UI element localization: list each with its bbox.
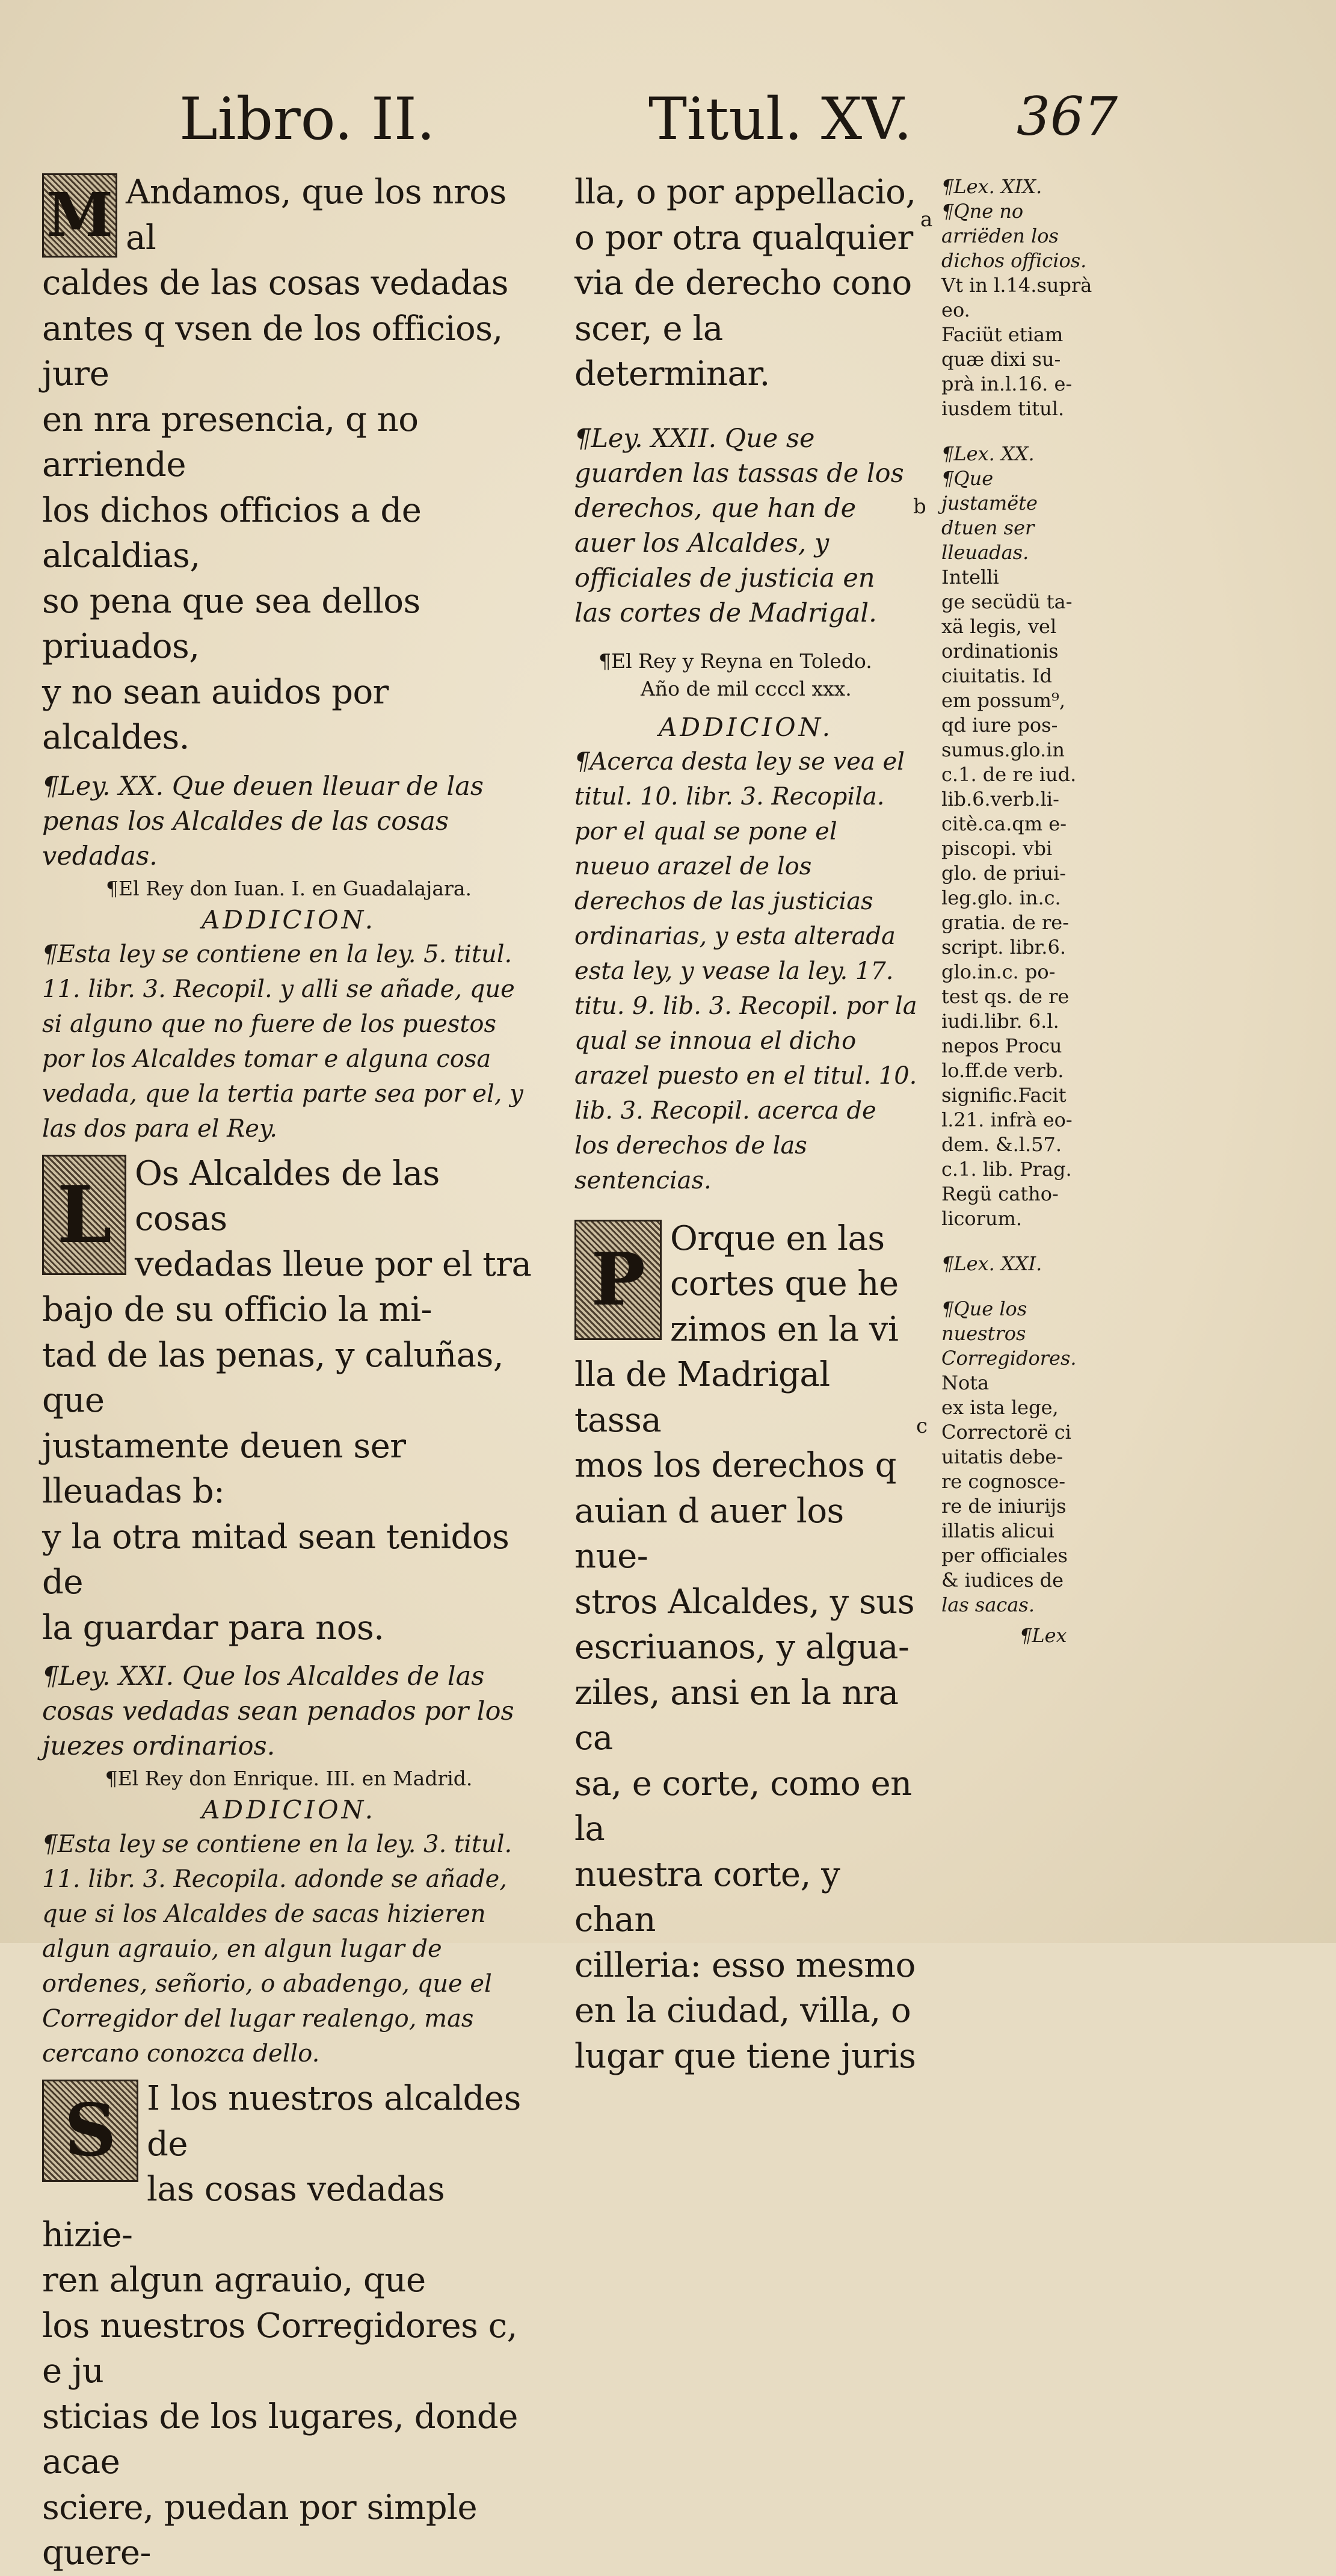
text-line: escriuanos, y algua-: [574, 1628, 910, 1667]
addicion-text: ¶Esta ley se contiene en la ley. 5. titul. 11. libr. 3. Recopil. y alli se añade, que si alguno que no fuere de los puestos por los Alcaldes tomar e alguna cosa vedada, que la tertia parte sea por el, y las dos para el Rey.: [42, 940, 523, 1143]
gloss-line: uitatis debe-: [941, 1445, 1064, 1468]
running-head-title: Titul. XV.: [648, 85, 913, 153]
text-line: en nra presencia, q no arriende: [42, 400, 419, 484]
text-line: la guardar para nos.: [42, 1608, 384, 1648]
gloss-line: ex ista lege,: [941, 1396, 1059, 1419]
text-line: las cosas vedadas hizie-: [42, 2170, 445, 2255]
gloss-line: c.1. de re iud.: [941, 763, 1077, 786]
gloss-line: em possum⁹,: [941, 689, 1065, 712]
gloss-line: citè.ca.qm e-: [941, 812, 1067, 835]
text-line: ren algun agrauio, que: [42, 2261, 426, 2300]
gloss-marker-c: c: [916, 1414, 928, 1438]
law-21-continuation: [574, 170, 917, 397]
gloss-lemma: ¶Qne no arriëden los dichos officios.: [941, 200, 1087, 272]
gloss-line: gratia. de re-: [941, 911, 1070, 934]
gloss-line: Regü catho-: [941, 1182, 1059, 1205]
gloss-line: signific.Facit: [941, 1084, 1067, 1107]
text-line: los nuestros Corregidores c, e ju: [42, 2306, 517, 2391]
gloss-lemma: ¶Que los nuestros Corregidores.: [941, 1297, 1077, 1370]
addicion-heading: ADDICION.: [202, 904, 376, 934]
running-head-book: Libro. II.: [179, 85, 436, 153]
text-line: los dichos officios a de alcaldias,: [42, 490, 422, 575]
text-line: Andamos, que los nros al: [126, 173, 506, 258]
text-line: mos los derechos q: [574, 1446, 896, 1485]
text-line: lla, o por appellacio,: [574, 173, 916, 212]
gloss-line: script. libr.6.: [941, 936, 1066, 959]
royal-attribution: ¶El Rey don Iuan. I. en Guadalajara.: [105, 876, 472, 900]
law-21-text: [42, 2076, 535, 2576]
gloss-head: ¶Lex. XXI.: [941, 1252, 1042, 1275]
gloss-line: Nota: [941, 1371, 990, 1394]
law-19-text: [42, 170, 535, 761]
text-line: zimos en la vi: [670, 1309, 899, 1349]
text-line: auian d auer los nue-: [574, 1491, 844, 1576]
text-line: so pena que sea dellos priuados,: [42, 581, 420, 666]
gloss-line: dem. &.l.57.: [941, 1133, 1062, 1156]
law-22-text: [574, 1216, 917, 2080]
gloss-head: ¶Lex. XIX.: [941, 175, 1042, 198]
text-line: scer, e la determinar.: [574, 309, 770, 394]
gloss-line: nepos Procu: [941, 1034, 1062, 1057]
text-line: justamente deuen ser lleuadas b:: [42, 1426, 406, 1511]
rubric-ley-20: ¶Ley. XX. Que deuen lleuar de las penas los Alcaldes de las cosas vedadas.: [42, 771, 484, 871]
gloss-lemma: ¶Que justamëte dtuen ser lleuadas.: [941, 467, 1038, 564]
text-line: tad de las penas, y caluñas, que: [42, 1335, 504, 1420]
text-line: stros Alcaldes, y sus: [574, 1582, 915, 1622]
royal-attribution: ¶El Rey y Reyna en Toledo.: [599, 649, 872, 673]
gloss-line: re cognosce-: [941, 1470, 1066, 1493]
text-line: lugar que tiene juris: [574, 2036, 916, 2076]
page-number: 367: [1017, 85, 1118, 147]
text-line: en la ciudad, villa, o: [574, 1991, 911, 2030]
gloss-line: iudi.libr. 6.l.: [941, 1010, 1059, 1033]
text-line: sa, e corte, como en la: [574, 1764, 912, 1849]
decorated-initial-m: M: [42, 173, 117, 258]
gloss-line: Vt in l.14.suprà eo.: [941, 274, 1092, 321]
royal-date: Año de mil ccccl xxx.: [641, 676, 852, 700]
addicion-text: ¶Esta ley se contiene en la ley. 3. titul. 11. libr. 3. Recopila. adonde se añade, que si los Alcaldes de sacas hizieren algun agrauio, en algun lugar de ordenes, señorio, o abadengo, que el Corregidor del lugar realengo, mas cercano conozca dello.: [42, 1830, 513, 2068]
text-line: Orque en las: [670, 1219, 885, 1258]
gloss-line: lo.ff.de verb.: [941, 1059, 1064, 1082]
decorated-initial-s: S: [42, 2080, 138, 2182]
addicion-heading: ADDICION.: [202, 1795, 376, 1824]
gloss-line: & iudices de: [941, 1569, 1064, 1592]
text-line: nuestra corte, y chan: [574, 1855, 840, 1939]
gloss-line: glo. de priui-: [941, 862, 1067, 885]
gloss-line: las sacas.: [941, 1593, 1035, 1616]
gloss-marker-b: b: [913, 495, 926, 519]
gloss-line: xä legis, vel: [941, 615, 1057, 638]
rubric-ley-22: ¶Ley. XXII. Que se guarden las tassas de los derechos, que han de auer los Alcaldes, y officiales de justicia en las cortes de Madrigal.: [574, 423, 904, 628]
text-line: cilleria: esso mesmo: [574, 1945, 916, 1985]
gloss-line: Correctorë ci: [941, 1421, 1071, 1444]
gloss-line: licorum.: [941, 1207, 1023, 1230]
text-line: cortes que he: [670, 1264, 899, 1303]
catchword: ¶Lex: [1020, 1624, 1067, 1647]
text-line: caldes de las cosas vedadas: [42, 264, 509, 303]
gloss-line: l.21. infrà eo-: [941, 1108, 1073, 1131]
gloss-line: Intelli: [941, 566, 999, 588]
gloss-line: per officiales: [941, 1544, 1068, 1567]
text-line: antes q vsen de los officios, jure: [42, 309, 503, 394]
gloss-line: c.1. lib. Prag.: [941, 1158, 1072, 1181]
text-line: I los nuestros alcaldes de: [147, 2079, 521, 2164]
gloss-line: glo.in.c. po-: [941, 960, 1056, 983]
gloss-line: piscopi. vbi: [941, 837, 1053, 860]
decorated-initial-l: L: [42, 1155, 126, 1275]
text-line: vedadas lleue por el tra: [135, 1244, 532, 1284]
text-line: y no sean auidos por alcaldes.: [42, 672, 389, 757]
gloss-line: qd iure pos-: [941, 714, 1058, 737]
gloss-line: illatis alicui: [941, 1519, 1054, 1542]
gloss-line: prà in.l.16. e-: [941, 372, 1073, 395]
gloss-line: quæ dixi su-: [941, 348, 1061, 371]
gloss-head: ¶Lex. XX.: [941, 442, 1035, 465]
rubric-ley-21: ¶Ley. XXI. Que los Alcaldes de las cosas vedadas sean penados por los juezes ordinarios.: [42, 1661, 514, 1761]
addicion-heading: ADDICION.: [659, 712, 833, 742]
text-line: Os Alcaldes de las cosas: [135, 1154, 440, 1238]
marginal-gloss-column: [941, 175, 1095, 1648]
gloss-line: iusdem titul.: [941, 397, 1065, 420]
gloss-line: lib.6.verb.li-: [941, 788, 1059, 811]
gloss-line: sumus.glo.in: [941, 738, 1065, 761]
gloss-line: test qs. de re: [941, 985, 1070, 1008]
gloss-line: ge secüdü ta-: [941, 590, 1073, 613]
text-line: sciere, puedan por simple quere-: [42, 2488, 478, 2572]
gloss-line: Faciüt etiam: [941, 323, 1064, 346]
addicion-text: ¶Acerca desta ley se vea el titul. 10. libr. 3. Recopila. por el qual se pone el nueuo arazel de los derechos de las justicias ordinarias, y esta alterada esta ley, y vease la ley. 17. titu. 9. lib. 3. Recopil. por la qual se innoua el dicho arazel puesto en el titul. 10. lib. 3. Recopil. acerca de los derechos de las sentencias.: [574, 747, 917, 1194]
text-line: bajo de su officio la mi-: [42, 1290, 432, 1329]
text-line: sticias de los lugares, donde acae: [42, 2397, 518, 2482]
text-line: o por otra qualquier: [574, 218, 913, 258]
left-column: [42, 170, 535, 2576]
decorated-initial-p: P: [574, 1220, 662, 1340]
text-line: lla de Madrigal tassa: [574, 1355, 830, 1440]
law-20-text: [42, 1151, 535, 1651]
text-line: via de derecho cono: [574, 264, 912, 303]
gloss-marker-a: a: [920, 208, 933, 232]
royal-attribution: ¶El Rey don Enrique. III. en Madrid.: [105, 1767, 473, 1790]
gloss-line: ciuitatis. Id: [941, 664, 1052, 687]
text-line: ziles, ansi en la nra ca: [574, 1673, 899, 1758]
gloss-line: ordinationis: [941, 640, 1059, 663]
gloss-line: leg.glo. in.c.: [941, 886, 1061, 909]
gloss-line: re de iniurijs: [941, 1495, 1067, 1518]
text-line: y la otra mitad sean tenidos de: [42, 1517, 509, 1602]
middle-column: [574, 170, 917, 2079]
